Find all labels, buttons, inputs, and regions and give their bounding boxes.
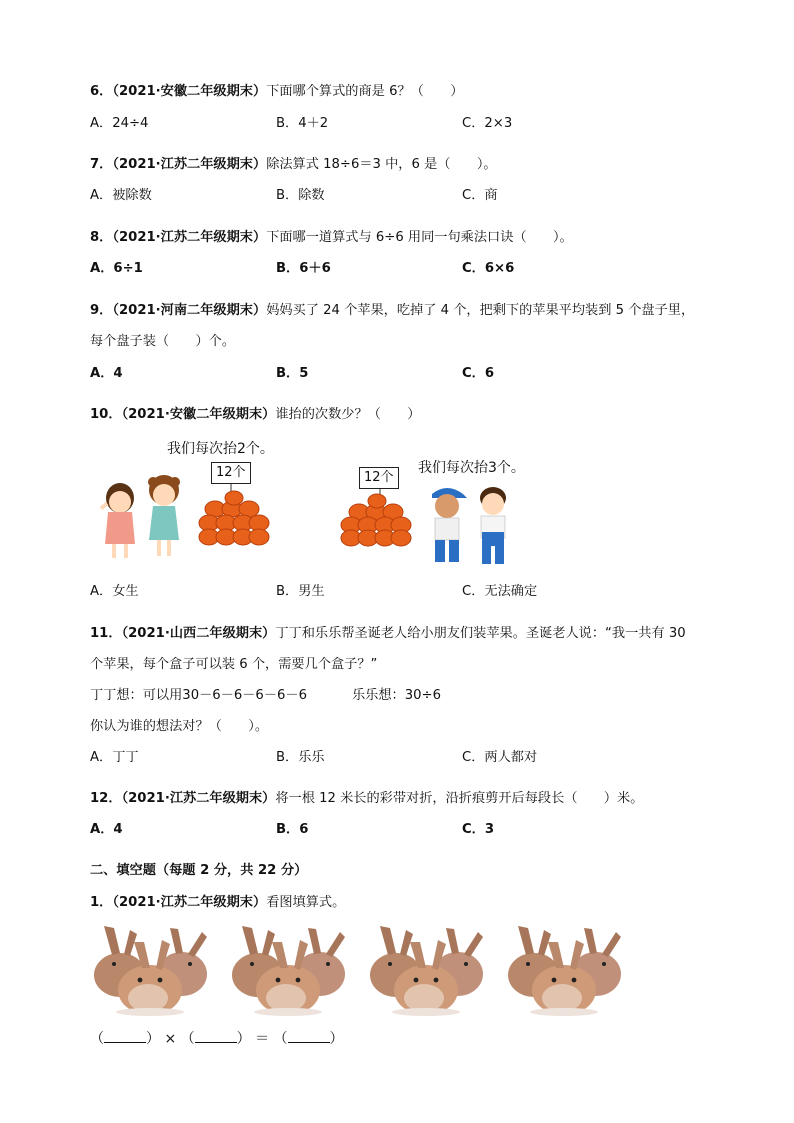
- paren-open: （: [273, 1031, 288, 1047]
- option-a: A．6÷1: [90, 261, 143, 276]
- girl-1-figure: [100, 483, 135, 558]
- option-c: C．3: [462, 822, 495, 837]
- boy-1-figure: [432, 488, 467, 562]
- boy-2-figure: [480, 487, 506, 564]
- pumpkin-pile-right: [341, 494, 411, 546]
- question-12: [90, 790, 643, 808]
- fill-question-1: [90, 894, 345, 912]
- question-11-continued: 个苹果，每个盒子可以装 6 个，需要几个盒子？”: [90, 657, 378, 672]
- question-text: 丁丁和乐乐帮圣诞老人给小朋友们装苹果。圣诞老人说：“我一共有 30: [275, 626, 686, 641]
- question-number: 9．: [90, 303, 113, 318]
- option-a: A．4: [90, 366, 123, 381]
- option-c: C．两人都对: [462, 750, 538, 765]
- question-text: 下面哪个算式的商是 6？（ ）: [266, 84, 464, 99]
- rabbits-picture: [90, 920, 638, 1018]
- question-source: （2021·江苏二年级期末）: [121, 791, 276, 806]
- option-b: B．男生: [276, 584, 325, 599]
- option-a: A．被除数: [90, 188, 152, 203]
- times-sign: ×: [164, 1031, 177, 1047]
- question-8: [90, 229, 573, 247]
- question-number: 8．: [90, 230, 113, 245]
- answer-blank-2[interactable]: [195, 1028, 237, 1043]
- question-source: （2021·江苏二年级期末）: [112, 895, 267, 910]
- question-text: 将一根 12 米长的彩带对折，沿折痕剪开后每段长（ ）米。: [275, 791, 644, 806]
- girls-speech: 我们每次抬2个。: [167, 441, 274, 457]
- option-c: C．6×6: [462, 261, 515, 276]
- option-c: C．2×3: [462, 116, 513, 131]
- paren-close: ）: [236, 1031, 251, 1047]
- paren-close: ）: [329, 1031, 344, 1047]
- question-source: （2021·江苏二年级期末）: [112, 230, 267, 245]
- pumpkin-count-label-right: 12个: [359, 467, 399, 489]
- option-a: A．4: [90, 822, 123, 837]
- section-title: 二、填空题（每题 2 分，共 22 分）: [90, 863, 308, 878]
- question-number: 10．: [90, 407, 122, 422]
- option-b: B．4＋2: [276, 116, 329, 131]
- question-source: （2021·山西二年级期末）: [121, 626, 276, 641]
- question-7: [90, 156, 497, 174]
- kids-and-pumpkins-drawing: [95, 432, 535, 567]
- question-10: [90, 406, 420, 424]
- boys-speech: 我们每次抬3个。: [418, 460, 525, 476]
- option-b: B．乐乐: [276, 750, 325, 765]
- paren-close: ）: [146, 1031, 160, 1047]
- question-number: 7．: [90, 157, 113, 172]
- carrying-pumpkins-illustration: [95, 432, 535, 567]
- question-source: （2021·江苏二年级期末）: [112, 157, 267, 172]
- paren-open: （: [180, 1031, 195, 1047]
- question-number: 6．: [90, 84, 113, 99]
- question-9: [90, 302, 694, 320]
- pumpkin-pile-left: [199, 491, 269, 545]
- answer-blank-3[interactable]: [288, 1028, 330, 1043]
- option-c: C．无法确定: [462, 584, 538, 599]
- question-number: 1．: [90, 895, 113, 910]
- question-11: [90, 625, 686, 643]
- question-number: 12．: [90, 791, 122, 806]
- question-text: 妈妈买了 24 个苹果，吃掉了 4 个，把剩下的苹果平均装到 5 个盘子里，: [266, 303, 695, 318]
- pumpkin-count-label-left: 12个: [211, 462, 251, 484]
- question-text: 下面哪一道算式与 6÷6 用同一句乘法口诀（ ）。: [266, 230, 573, 245]
- question-11-prompt: 你认为谁的想法对？（ ）。: [90, 719, 269, 734]
- option-a: A．女生: [90, 584, 139, 599]
- question-source: （2021·安徽二年级期末）: [121, 407, 276, 422]
- option-b: B．6＋6: [276, 261, 331, 276]
- question-number: 11．: [90, 626, 122, 641]
- option-a: A．丁丁: [90, 750, 139, 765]
- option-b: B．6: [276, 822, 309, 837]
- answer-blank-1[interactable]: [104, 1028, 146, 1043]
- equals-sign: ＝: [255, 1031, 270, 1047]
- option-c: C．6: [462, 366, 495, 381]
- question-6: [90, 83, 463, 101]
- option-b: B．5: [276, 366, 309, 381]
- option-b: B．除数: [276, 188, 325, 203]
- girl-2-figure: [148, 475, 180, 556]
- question-9-continued: 每个盘子装（ ）个。: [90, 334, 236, 349]
- dingding-thinks: 丁丁想：可以用30－6－6－6－6－6: [90, 688, 307, 703]
- question-text: 看图填算式。: [266, 895, 346, 910]
- lele-thinks: 乐乐想：30÷6: [352, 688, 441, 703]
- question-source: （2021·安徽二年级期末）: [112, 84, 267, 99]
- question-source: （2021·河南二年级期末）: [112, 303, 267, 318]
- option-a: A．24÷4: [90, 116, 149, 131]
- question-text: 除法算式 18÷6＝3 中，6 是（ ）。: [266, 157, 497, 172]
- option-c: C．商: [462, 188, 498, 203]
- equation-blanks: [90, 1028, 344, 1048]
- question-text: 谁抬的次数少？（ ）: [275, 407, 421, 422]
- paren-open: （: [90, 1031, 104, 1047]
